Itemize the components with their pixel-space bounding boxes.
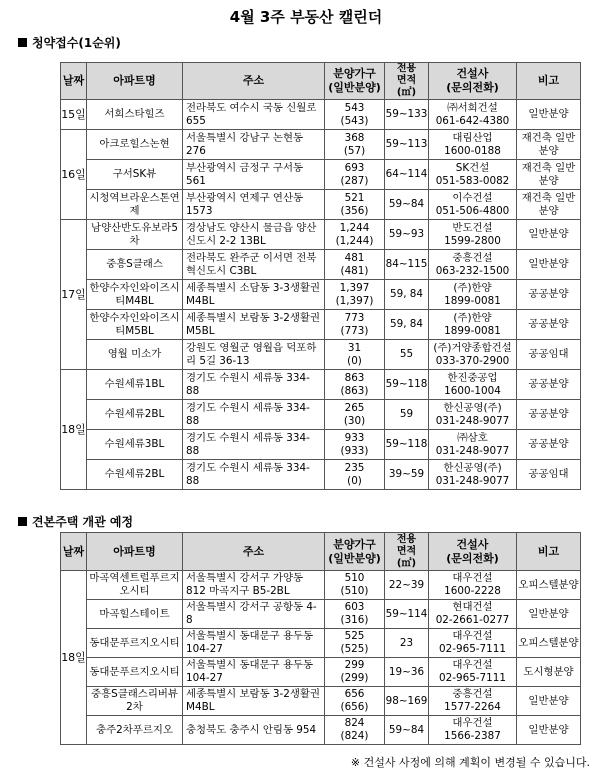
- header-date: 날짜: [61, 63, 87, 100]
- address: 경기도 수원시 세류동 334-88: [183, 430, 325, 460]
- total-units: 603: [344, 601, 365, 613]
- total-units: 656: [344, 688, 365, 700]
- apartment-name: 동대문푸르지오시티: [87, 658, 183, 687]
- builder-cell: [429, 400, 517, 430]
- section-heading-model-house: [18, 513, 133, 530]
- units-cell: [325, 687, 385, 716]
- builder-phone: 1600-1004: [444, 384, 501, 397]
- builder-name: 한진중공업: [447, 371, 498, 384]
- date-cell: 17일: [61, 220, 87, 370]
- header-builder: 건설사 (문의전화): [429, 63, 517, 100]
- general-units: (1,244): [335, 234, 374, 247]
- general-units: (481): [340, 264, 369, 277]
- area: 23: [385, 629, 429, 658]
- area: 59~118: [385, 430, 429, 460]
- units-cell: [325, 629, 385, 658]
- builder-name: 현대건설: [452, 601, 493, 613]
- apartment-name: 마곡힐스테이트: [87, 600, 183, 629]
- builder-phone: 1600-0188: [444, 144, 501, 157]
- address: 서울특별시 강서구 공항동 4-8: [183, 600, 325, 629]
- units-cell: [325, 400, 385, 430]
- general-units: (0): [347, 354, 362, 367]
- date-cell: 18일: [61, 571, 87, 745]
- table-row: [61, 460, 581, 490]
- address: 세종특별시 보람동 3-2생활권 M4BL: [183, 687, 325, 716]
- builder-cell: [429, 687, 517, 716]
- total-units: 824: [344, 717, 365, 729]
- builder-cell: [429, 430, 517, 460]
- builder-phone: 031-248-9077: [435, 414, 510, 427]
- units-cell: [325, 250, 385, 280]
- builder-cell: [429, 460, 517, 490]
- units-cell: [325, 600, 385, 629]
- builder-phone: 02-965-7111: [439, 672, 506, 684]
- builder-phone: 031-248-9077: [435, 444, 510, 457]
- table-row: [61, 629, 581, 658]
- builder-cell: [429, 629, 517, 658]
- remark: 공공임대: [517, 460, 581, 490]
- builder-phone: 061-642-4380: [435, 114, 510, 127]
- builder-phone: 033-370-2900: [435, 354, 510, 367]
- general-units: (0): [347, 474, 362, 487]
- model-house-table: [60, 532, 581, 745]
- builder-phone: 1566-2387: [444, 730, 501, 742]
- general-units: (656): [340, 701, 369, 713]
- builder-name: 대우건설: [452, 717, 493, 729]
- total-units: 693: [344, 161, 365, 174]
- area: 98~169: [385, 687, 429, 716]
- builder-name: ㈜삼호: [457, 431, 488, 444]
- apartment-name: 충주2차푸르지오: [87, 716, 183, 745]
- header-address: 주소: [183, 533, 325, 571]
- units-cell: [325, 430, 385, 460]
- address: 경기도 수원시 세류동 334-88: [183, 400, 325, 430]
- total-units: 773: [344, 311, 365, 324]
- area: 59, 84: [385, 280, 429, 310]
- builder-name: (주)한양: [453, 281, 492, 294]
- header-units: 분양가구 (일반분양): [325, 533, 385, 571]
- builder-cell: [429, 190, 517, 220]
- header-address: 주소: [183, 63, 325, 100]
- builder-name: (주)거양종합건설: [433, 341, 512, 354]
- apartment-name: 아크로힐스논현: [87, 130, 183, 160]
- apartment-name: 시청역브라운스톤연제: [87, 190, 183, 220]
- address: 부산광역시 금정구 구서동 561: [183, 160, 325, 190]
- apartment-name: 한양수자인와이즈시티M5BL: [87, 310, 183, 340]
- remark: 일반분양: [517, 250, 581, 280]
- builder-phone: 1899-0081: [444, 294, 501, 307]
- address: 부산광역시 연제구 연산동 1573: [183, 190, 325, 220]
- area: 59~93: [385, 220, 429, 250]
- table-row: [61, 310, 581, 340]
- table-row: [61, 571, 581, 600]
- builder-phone: 1577-2264: [444, 701, 501, 713]
- general-units: (933): [340, 444, 369, 457]
- total-units: 235: [344, 461, 365, 474]
- units-cell: [325, 571, 385, 600]
- builder-cell: [429, 220, 517, 250]
- address: 서울특별시 동대문구 용두동 104-27: [183, 658, 325, 687]
- date-cell: 16일: [61, 130, 87, 220]
- total-units: 1,397: [339, 281, 370, 294]
- table-row: [61, 687, 581, 716]
- total-units: 525: [344, 630, 365, 642]
- header-area: 전용 면적 (㎡): [385, 533, 429, 571]
- builder-name: 중흥건설: [452, 688, 493, 700]
- table-row: [61, 340, 581, 370]
- units-cell: [325, 460, 385, 490]
- area: 64~114: [385, 160, 429, 190]
- remark: 공공분양: [517, 370, 581, 400]
- builder-name: SK건설: [455, 161, 490, 174]
- total-units: 481: [344, 251, 365, 264]
- remark: 오피스텔분양: [517, 629, 581, 658]
- total-units: 863: [344, 371, 365, 384]
- apartment-name: 중흥S클래스리버뷰2차: [87, 687, 183, 716]
- address: 서울특별시 강서구 가양동 812 마곡지구 B5-2BL: [183, 571, 325, 600]
- address: 서울특별시 동대문구 용두동 104-27: [183, 629, 325, 658]
- apartment-name: 서희스타힐즈: [87, 100, 183, 130]
- area: 55: [385, 340, 429, 370]
- builder-name: ㈜서희건설: [447, 101, 498, 114]
- address: 강원도 영월군 영월읍 덕포하리 5길 36-13: [183, 340, 325, 370]
- general-units: (356): [340, 204, 369, 217]
- apartment-name: 영월 미소가: [87, 340, 183, 370]
- apartment-name: 수원세류2BL: [87, 400, 183, 430]
- units-cell: [325, 658, 385, 687]
- builder-phone: 063-232-1500: [435, 264, 510, 277]
- remark: 일반분양: [517, 716, 581, 745]
- builder-cell: [429, 130, 517, 160]
- remark: 재건축 일반분양: [517, 130, 581, 160]
- apartment-name: 중흥S클래스: [87, 250, 183, 280]
- remark: 공공분양: [517, 310, 581, 340]
- address: 전라북도 완주군 이서면 전북혁신도시 C3BL: [183, 250, 325, 280]
- table-row: [61, 658, 581, 687]
- area: 59~118: [385, 370, 429, 400]
- table-row: [61, 600, 581, 629]
- builder-cell: [429, 658, 517, 687]
- units-cell: [325, 370, 385, 400]
- remark: 공공분양: [517, 430, 581, 460]
- total-units: 1,244: [339, 221, 370, 234]
- table-row: [61, 250, 581, 280]
- table-header-row: [61, 63, 581, 100]
- remark: 일반분양: [517, 600, 581, 629]
- units-cell: [325, 280, 385, 310]
- builder-phone: 051-583-0082: [435, 174, 510, 187]
- general-units: (525): [340, 643, 369, 655]
- address: 세종특별시 보람동 3-2생활권 M5BL: [183, 310, 325, 340]
- footnote: ※ 건설사 사정에 의해 계획이 변경될 수 있습니다.: [350, 756, 590, 769]
- builder-name: 대림산업: [452, 131, 493, 144]
- total-units: 299: [344, 659, 365, 671]
- apartment-name: 수원세류2BL: [87, 460, 183, 490]
- units-cell: [325, 220, 385, 250]
- builder-cell: [429, 250, 517, 280]
- builder-name: 대우건설: [452, 630, 493, 642]
- header-remark: 비고: [517, 63, 581, 100]
- remark: 도시형분양: [517, 658, 581, 687]
- units-cell: [325, 100, 385, 130]
- section-label: 청약접수(1순위): [32, 36, 121, 50]
- apartment-name: 남양산반도유보라5차: [87, 220, 183, 250]
- units-cell: [325, 130, 385, 160]
- remark: 오피스텔분양: [517, 571, 581, 600]
- header-remark: 비고: [517, 533, 581, 571]
- table-row: [61, 400, 581, 430]
- table-row: [61, 716, 581, 745]
- address: 전라북도 여수시 국동 신월로 655: [183, 100, 325, 130]
- area: 59~113: [385, 130, 429, 160]
- builder-phone: 051-506-4800: [435, 204, 510, 217]
- area: 59, 84: [385, 310, 429, 340]
- units-cell: [325, 716, 385, 745]
- builder-phone: 02-2661-0277: [435, 614, 510, 626]
- general-units: (773): [340, 324, 369, 337]
- header-date: 날짜: [61, 533, 87, 571]
- general-units: (30): [343, 414, 366, 427]
- builder-phone: 1899-0081: [444, 324, 501, 337]
- table-row: [61, 160, 581, 190]
- remark: 공공분양: [517, 400, 581, 430]
- units-cell: [325, 310, 385, 340]
- square-bullet-icon: [18, 517, 27, 526]
- builder-cell: [429, 340, 517, 370]
- address: 세종특별시 소담동 3-3생활권 M4BL: [183, 280, 325, 310]
- apartment-name: 마곡역센트럴푸르지오시티: [87, 571, 183, 600]
- builder-cell: [429, 100, 517, 130]
- address: 경기도 수원시 세류동 334-88: [183, 370, 325, 400]
- remark: 일반분양: [517, 220, 581, 250]
- remark: 일반분양: [517, 100, 581, 130]
- builder-cell: [429, 571, 517, 600]
- area: 59~84: [385, 716, 429, 745]
- page-title: 4월 3주 부동산 캘린더: [229, 8, 383, 26]
- general-units: (287): [340, 174, 369, 187]
- table-row: [61, 370, 581, 400]
- builder-name: (주)한양: [453, 311, 492, 324]
- total-units: 368: [344, 131, 365, 144]
- table-row: [61, 100, 581, 130]
- area: 59~114: [385, 600, 429, 629]
- area: 59~84: [385, 190, 429, 220]
- remark: 공공분양: [517, 280, 581, 310]
- builder-cell: [429, 716, 517, 745]
- apartment-name: 수원세류1BL: [87, 370, 183, 400]
- date-cell: 18일: [61, 370, 87, 490]
- builder-name: 이수건설: [452, 191, 493, 204]
- total-units: 543: [344, 101, 365, 114]
- subscription-table: [60, 62, 581, 490]
- header-units: 분양가구 (일반분양): [325, 63, 385, 100]
- remark: 일반분양: [517, 687, 581, 716]
- builder-name: 대우건설: [452, 659, 493, 671]
- remark: 공공임대: [517, 340, 581, 370]
- builder-name: 반도건설: [452, 221, 493, 234]
- table-row: [61, 190, 581, 220]
- address: 서울특별시 강남구 논현동 276: [183, 130, 325, 160]
- builder-cell: [429, 280, 517, 310]
- general-units: (57): [343, 144, 366, 157]
- builder-cell: [429, 310, 517, 340]
- address: 경기도 수원시 세류동 334-88: [183, 460, 325, 490]
- general-units: (299): [340, 672, 369, 684]
- builder-phone: 1599-2800: [444, 234, 501, 247]
- area: 19~36: [385, 658, 429, 687]
- general-units: (863): [340, 384, 369, 397]
- builder-name: 한신공영(주): [443, 461, 502, 474]
- general-units: (824): [340, 730, 369, 742]
- builder-cell: [429, 370, 517, 400]
- header-apartment: 아파트명: [87, 533, 183, 571]
- area: 59: [385, 400, 429, 430]
- total-units: 31: [347, 341, 362, 354]
- table-row: [61, 220, 581, 250]
- header-builder: 건설사 (문의전화): [429, 533, 517, 571]
- address: 경상남도 양산시 물금읍 양산신도시 2-2 13BL: [183, 220, 325, 250]
- total-units: 265: [344, 401, 365, 414]
- area: 84~115: [385, 250, 429, 280]
- section-heading-subscription: [18, 34, 121, 51]
- general-units: (543): [340, 114, 369, 127]
- builder-phone: 1600-2228: [444, 585, 501, 597]
- date-cell: 15일: [61, 100, 87, 130]
- header-apartment: 아파트명: [87, 63, 183, 100]
- units-cell: [325, 190, 385, 220]
- area: 22~39: [385, 571, 429, 600]
- square-bullet-icon: [18, 38, 27, 47]
- total-units: 933: [344, 431, 365, 444]
- total-units: 510: [344, 572, 365, 584]
- builder-phone: 031-248-9077: [435, 474, 510, 487]
- builder-name: 대우건설: [452, 572, 493, 584]
- general-units: (510): [340, 585, 369, 597]
- builder-phone: 02-965-7111: [439, 643, 506, 655]
- units-cell: [325, 340, 385, 370]
- apartment-name: 구서SK뷰: [87, 160, 183, 190]
- table-row: [61, 280, 581, 310]
- apartment-name: 수원세류3BL: [87, 430, 183, 460]
- remark: 재건축 일반분양: [517, 160, 581, 190]
- table-row: [61, 430, 581, 460]
- section-label: 견본주택 개관 예정: [32, 515, 134, 529]
- builder-name: 한신공영(주): [443, 401, 502, 414]
- table-row: [61, 130, 581, 160]
- builder-name: 중흥건설: [452, 251, 493, 264]
- remark: 재건축 일반분양: [517, 190, 581, 220]
- builder-cell: [429, 600, 517, 629]
- apartment-name: 한양수자인와이즈시티M4BL: [87, 280, 183, 310]
- general-units: (1,397): [335, 294, 374, 307]
- table-header-row: [61, 533, 581, 571]
- total-units: 521: [344, 191, 365, 204]
- apartment-name: 동대문푸르지오시티: [87, 629, 183, 658]
- header-area: 전용 면적 (㎡): [385, 63, 429, 100]
- address: 충청북도 충주시 안림동 954: [183, 716, 325, 745]
- units-cell: [325, 160, 385, 190]
- area: 59~133: [385, 100, 429, 130]
- area: 39~59: [385, 460, 429, 490]
- general-units: (316): [340, 614, 369, 626]
- builder-cell: [429, 160, 517, 190]
